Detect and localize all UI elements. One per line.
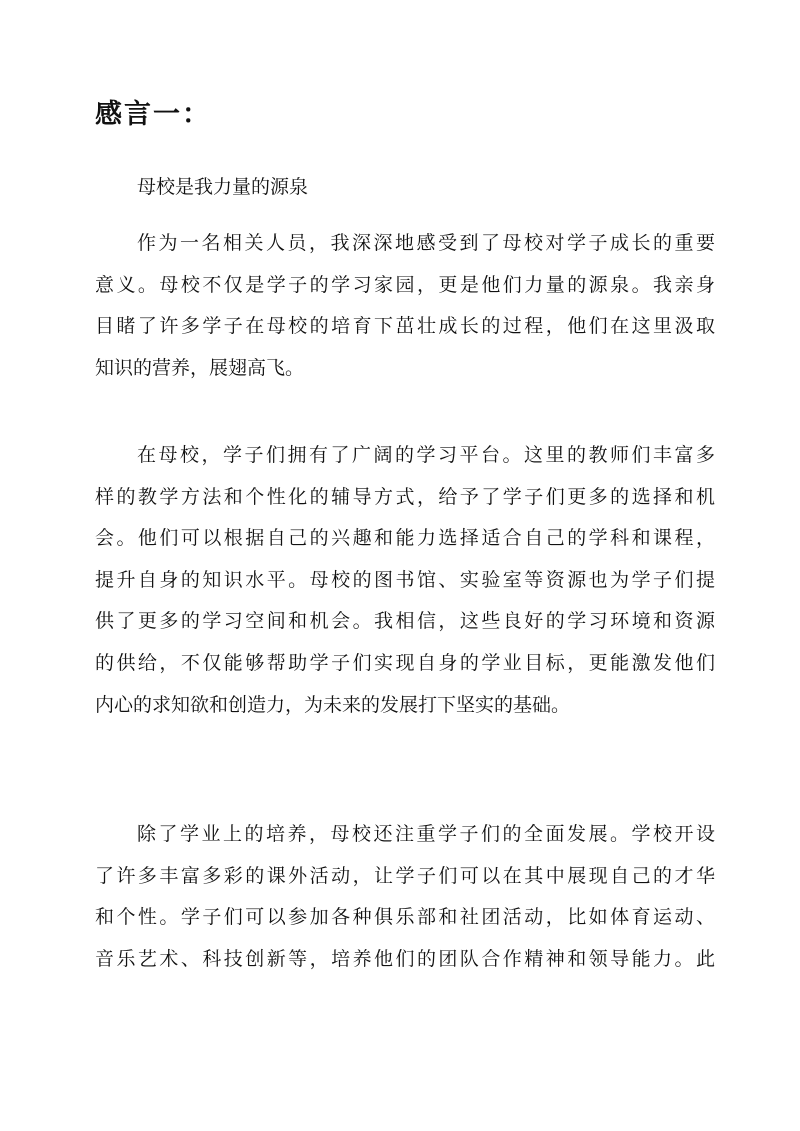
document-subtitle: 母校是我力量的源泉 (137, 176, 309, 198)
paragraph-line: 和个性。学子们可以参加各种俱乐部和社团活动，比如体育运动、 (95, 906, 715, 929)
paragraph-line: 样的教学方法和个性化的辅导方式，给予了学子们更多的选择和机 (95, 485, 715, 508)
paragraph-line: 提升自身的知识水平。母校的图书馆、实验室等资源也为学子们提 (95, 568, 715, 591)
paragraph-line: 了许多丰富多彩的课外活动，让学子们可以在其中展现自己的才华 (95, 864, 715, 887)
paragraph-line: 作为一名相关人员，我深深地感受到了母校对学子成长的重要 (137, 232, 715, 254)
paragraph-line: 内心的求知欲和创造力，为未来的发展打下坚实的基础。 (95, 693, 571, 716)
paragraph-2 (95, 435, 715, 726)
paragraph-line: 知识的营养，展翅高飞。 (95, 356, 305, 379)
paragraph-line: 的供给，不仅能够帮助学子们实现自身的学业目标，更能激发他们 (95, 651, 715, 674)
paragraph-line: 目睹了许多学子在母校的培育下茁壮成长的过程，他们在这里汲取 (95, 315, 715, 338)
paragraph-line: 音乐艺术、科技创新等，培养他们的团队合作精神和领导能力。此 (95, 947, 715, 970)
paragraph-line: 供了更多的学习空间和机会。我相信，这些良好的学习环境和资源 (95, 610, 715, 633)
paragraph-1 (95, 223, 715, 389)
paragraph-line: 除了学业上的培养，母校还注重学子们的全面发展。学校开设 (137, 823, 715, 845)
paragraph-line: 会。他们可以根据自己的兴趣和能力选择适合自己的学科和课程， (95, 527, 715, 550)
paragraph-line: 意义。母校不仅是学子的学习家园，更是他们力量的源泉。我亲身 (95, 273, 715, 296)
document-heading: 感言一： (95, 99, 211, 130)
paragraph-3 (95, 814, 715, 980)
paragraph-line: 在母校，学子们拥有了广阔的学习平台。这里的教师们丰富多 (137, 444, 715, 466)
